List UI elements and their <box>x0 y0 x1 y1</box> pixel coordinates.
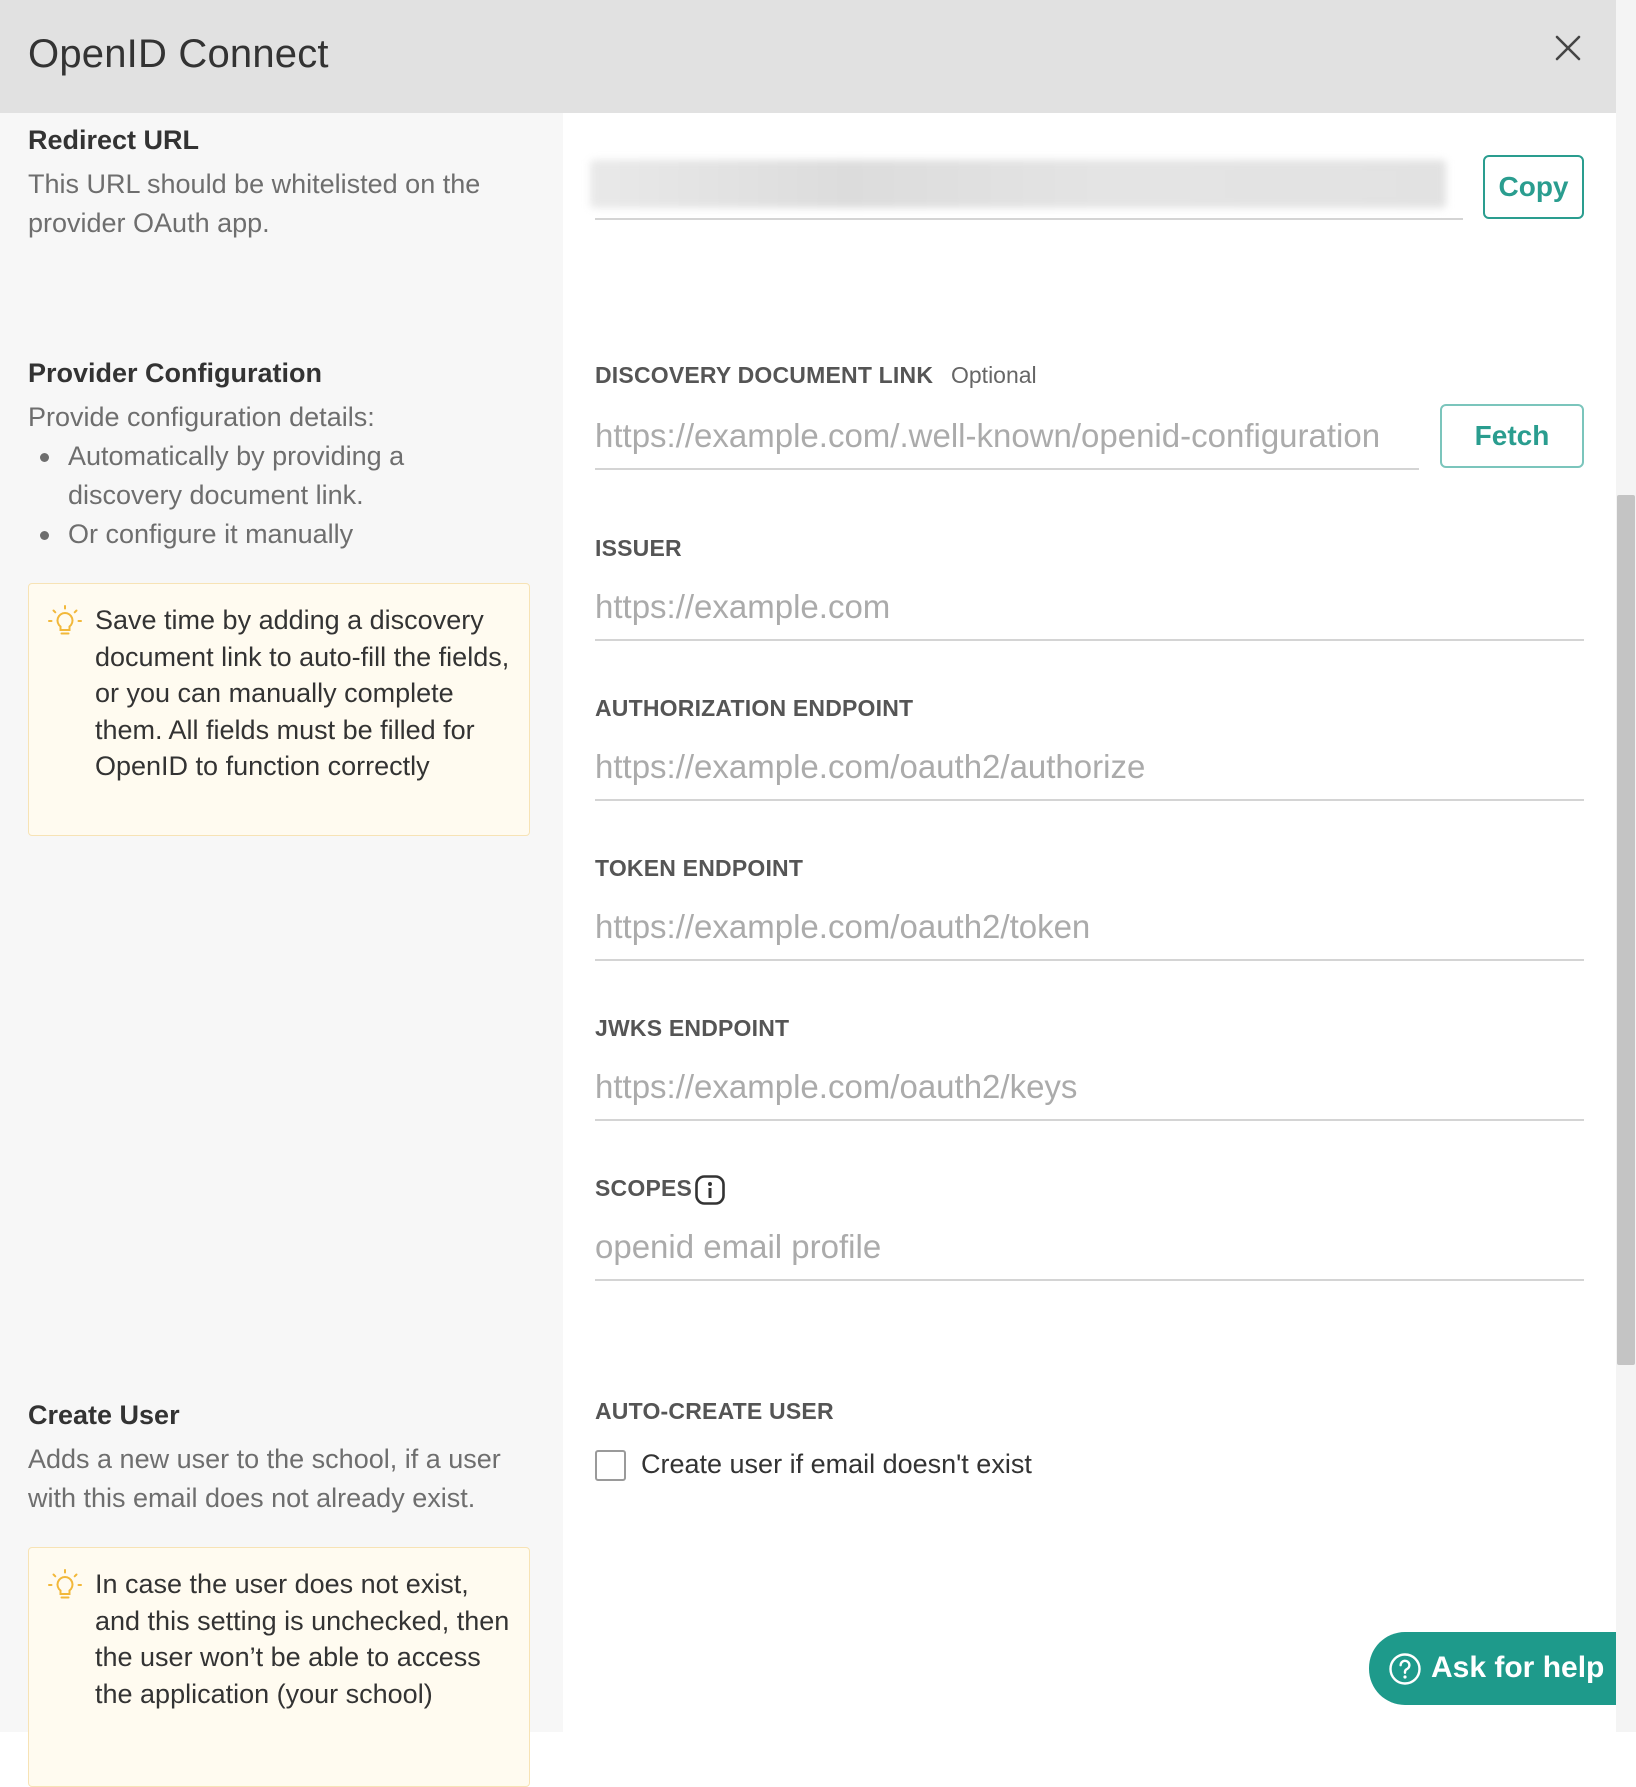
question-circle-icon <box>1388 1652 1422 1686</box>
redirect-url-underline <box>595 218 1463 220</box>
create-user-tip-box <box>28 1547 530 1787</box>
authorization-endpoint-input[interactable] <box>595 743 1584 801</box>
info-icon[interactable] <box>694 1174 726 1206</box>
auto-create-user-label: AUTO-CREATE USER <box>595 1398 834 1424</box>
copy-button[interactable]: Copy <box>1483 155 1584 219</box>
token-endpoint-input[interactable] <box>595 903 1584 961</box>
dialog-header <box>0 0 1616 113</box>
create-user-tip-text: In case the user does not exist, and this setting is unchecked, then the user won’t be able to access the application (your school) <box>95 1569 510 1709</box>
create-user-description: Adds a new user to the school, if a user with this email does not already exist. <box>28 1444 501 1513</box>
scopes-input[interactable] <box>595 1223 1584 1281</box>
provider-config-bullets <box>28 437 488 554</box>
jwks-endpoint-input[interactable] <box>595 1063 1584 1121</box>
provider-tip-text: Save time by adding a discovery document link to auto-fill the fields, or you can manually complete them. All fields must be filled for OpenID to function correctly <box>95 605 510 781</box>
scopes-label: SCOPES <box>595 1175 693 1201</box>
create-user-title: Create User <box>28 1400 180 1430</box>
redirect-url-value[interactable] <box>590 160 1446 208</box>
redirect-url-description: This URL should be whitelisted on the provider OAuth app. <box>28 169 481 238</box>
bullet-item: Automatically by providing a discovery document link. <box>28 437 488 515</box>
discovery-link-label: DISCOVERY DOCUMENT LINK <box>595 362 934 388</box>
close-button[interactable] <box>1548 28 1588 68</box>
token-endpoint-label: TOKEN ENDPOINT <box>595 855 804 881</box>
optional-tag: Optional <box>951 362 1037 388</box>
redirect-url-title: Redirect URL <box>28 125 200 155</box>
jwks-endpoint-label: JWKS ENDPOINT <box>595 1015 790 1041</box>
lightbulb-icon <box>47 604 83 640</box>
provider-tip-box <box>28 583 530 836</box>
authorization-endpoint-label: AUTHORIZATION ENDPOINT <box>595 695 914 721</box>
provider-config-description: Provide configuration details: <box>28 402 375 432</box>
discovery-link-input[interactable] <box>595 412 1419 470</box>
create-user-checkbox[interactable] <box>595 1450 626 1481</box>
lightbulb-icon <box>47 1568 83 1604</box>
issuer-input[interactable] <box>595 583 1584 641</box>
fetch-button[interactable]: Fetch <box>1440 404 1584 468</box>
ask-for-help-label: Ask for help <box>1431 1651 1605 1684</box>
bullet-item: Or configure it manually <box>28 515 488 554</box>
create-user-checkbox-label[interactable]: Create user if email doesn't exist <box>641 1449 1032 1479</box>
provider-config-title: Provider Configuration <box>28 358 323 388</box>
ask-for-help-button[interactable] <box>1369 1632 1616 1705</box>
dialog-title: OpenID Connect <box>28 32 329 76</box>
scrollbar-thumb[interactable] <box>1617 495 1635 1365</box>
close-icon <box>1548 28 1588 68</box>
issuer-label: ISSUER <box>595 535 682 561</box>
